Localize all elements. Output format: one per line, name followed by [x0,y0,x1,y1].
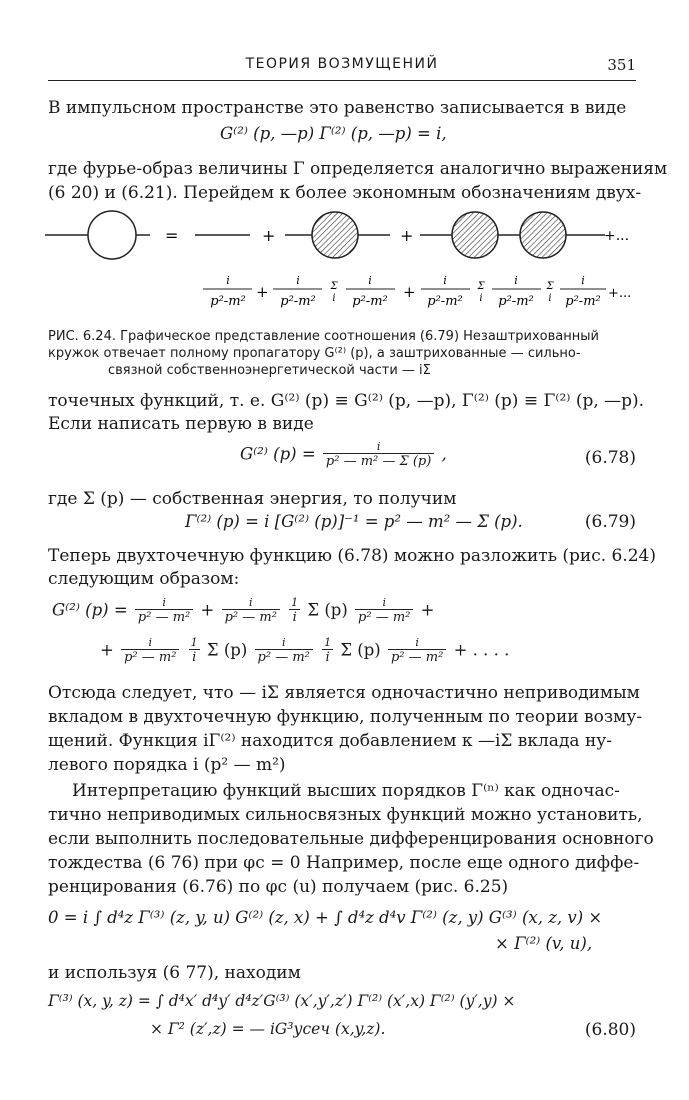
term-numerator: i [296,274,300,287]
sigma-sub: i [479,293,483,304]
term-denominator: p²-m² [352,294,388,309]
single-blob-diagram [285,212,390,258]
equation-680-a: Γ⁽³⁾ (x, y, z) = ∫ d⁴x′ d⁴y′ d⁴z′G⁽³⁾ (x′,y′,z′) Γ⁽²⁾ (x′,x) Γ⁽²⁾ (y′,y) × [48,992,516,1010]
running-title: ТЕОРИЯ ВОЗМУЩЕНИЙ [245,56,439,72]
term-denominator: p²-m² [210,294,246,309]
plus-sign: + [200,600,215,620]
equation-inverse: G⁽²⁾ (p, —p) Γ⁽²⁾ (p, —p) = i, [220,124,447,143]
full-propagator-diagram [45,211,150,259]
sigma-symbol: Σ [546,281,554,292]
text-line: Отсюда следует, что — iΣ является одночастично неприводимым [48,683,640,703]
text-line: левого порядка i (p² — m²) [48,755,286,775]
plus-sign: + [420,600,435,620]
fraction: $\frac{i}{\text{p² — m²}}$ [222,596,280,626]
sigma-symbol: Σ [330,281,338,292]
header-rule [48,80,636,81]
term-denominator: p²-m² [427,294,463,309]
sigma-term: Σ (p) [206,640,248,660]
fraction: $\frac{i}{\text{p² — m²}}$ [388,636,446,666]
fraction: $\frac{1}{i}$ [190,636,198,665]
series-dots: +... [608,286,632,301]
plus-sign: + [400,226,414,245]
equation-678 [240,440,447,470]
equation-number: (6.78) [584,448,636,468]
equation-identity-a: 0 = i ∫ d⁴z Γ⁽³⁾ (z, y, u) G⁽²⁾ (z, x) + ∫ d⁴z d⁴v Γ⁽²⁾ (z, y) G⁽³⁾ (x, z, v) × [48,908,603,927]
text-line: следующим образом: [48,569,240,589]
expansion-line-2 [100,636,509,666]
series-row [203,274,631,309]
feynman-diagram [0,205,689,325]
figure-caption: связной собственноэнергетической части — iΣ [108,363,431,378]
fraction: $\frac{1}{i}$ [324,636,332,665]
plus-sign: + [262,226,276,245]
sigma-sub: i [548,293,552,304]
eq-lhs: G⁽²⁾ (p) = [240,444,316,464]
term-numerator: i [443,274,447,287]
equation-number: (6.79) [584,512,636,532]
series-dots: +... [604,228,630,244]
term-denominator: p²-m² [280,294,316,309]
numerator: i [376,440,381,453]
term-numerator: i [368,274,372,287]
text-line: Теперь двухточечную функцию (6.78) можно разложить (рис. 6.24) [48,546,657,566]
text-line: если выполнить последовательные дифференцирования основного [48,829,654,849]
text-line: точечных функций, т. е. G⁽²⁾ (p) ≡ G⁽²⁾ (p, —p), Γ⁽²⁾ (p) ≡ Γ⁽²⁾ (p, —p). [48,391,645,411]
equation-number: (6.80) [584,1020,636,1040]
expansion-line-1 [52,596,434,626]
text-line: и используя (6 77), находим [48,963,301,983]
text-line: (6 20) и (6.21). Перейдем к более экономным обозначениям двух- [48,183,642,203]
term-numerator: i [514,274,518,287]
running-header [48,56,636,78]
figure-caption: РИС. 6.24. Графическое представление соотношения (6.79) Незаштрихованный [48,329,599,344]
equation-identity-b: × Γ⁽²⁾ (v, u), [495,934,593,953]
eq-lhs: G⁽²⁾ (p) = [52,600,128,620]
page-number: 351 [607,56,636,74]
text-line: В импульсном пространстве это равенство записывается в виде [48,98,627,118]
fraction [323,440,434,470]
series-dots: + . . . . [453,640,510,660]
text-line: Интерпретацию функций высших порядков Γ⁽ⁿ⁾ как одночас- [72,781,620,801]
figure-caption: кружок отвечает полному пропагатору G⁽²⁾ (p), а заштрихованные — сильно- [48,346,581,361]
eq-tail: , [441,444,447,464]
text-line: тично неприводимых сильносвязных функций можно установить, [48,805,643,825]
equals-sign: = [165,226,179,245]
fraction: $\frac{i}{\text{p² — m²}}$ [355,596,413,626]
equation-679: Γ⁽²⁾ (p) = i [G⁽²⁾ (p)]⁻¹ = p² — m² — Σ (p). [185,512,523,531]
fraction: $\frac{i}{\text{p² — m²}}$ [255,636,313,666]
sigma-term: Σ (p) [340,640,381,660]
text-line: вкладом в двухточечную функцию, полученным по теории возму- [48,707,643,727]
fraction: $\frac{i}{\text{p² — m²}}$ [135,596,193,626]
sigma-symbol: Σ [477,281,485,292]
text-line: где фурье-образ величины Γ определяется аналогично выражениям [48,159,668,179]
sigma-sub: i [332,293,336,304]
term-denominator: p²-m² [498,294,534,309]
text-line: ренцирования (6.76) по φc (u) получаем (рис. 6.25) [48,877,509,897]
fraction: $\frac{1}{i}$ [291,596,299,625]
plus-sign: + [256,283,269,301]
equation-680-b: × Γ² (z′,z) = — iG³усеч (x,y,z). [150,1020,386,1038]
denominator: p² — m² — Σ (p) [323,453,434,470]
text-line: щений. Функция iΓ⁽²⁾ находится добавлением к —iΣ вклада ну- [48,731,613,751]
term-denominator: p²-m² [565,294,601,309]
text-line: Если написать первую в виде [48,414,314,434]
plus-sign: + [403,283,416,301]
term-numerator: i [581,274,585,287]
plus-sign: + [100,640,114,660]
sigma-term: Σ (p) [307,600,348,620]
text-line: тождества (6 76) при φc = 0 Например, после еще одного диффе- [48,853,640,873]
double-blob-diagram [420,212,605,258]
term-numerator: i [226,274,230,287]
fraction: $\frac{i}{\text{p² — m²}}$ [121,636,179,666]
text-line: где Σ (p) — собственная энергия, то получим [48,489,457,509]
